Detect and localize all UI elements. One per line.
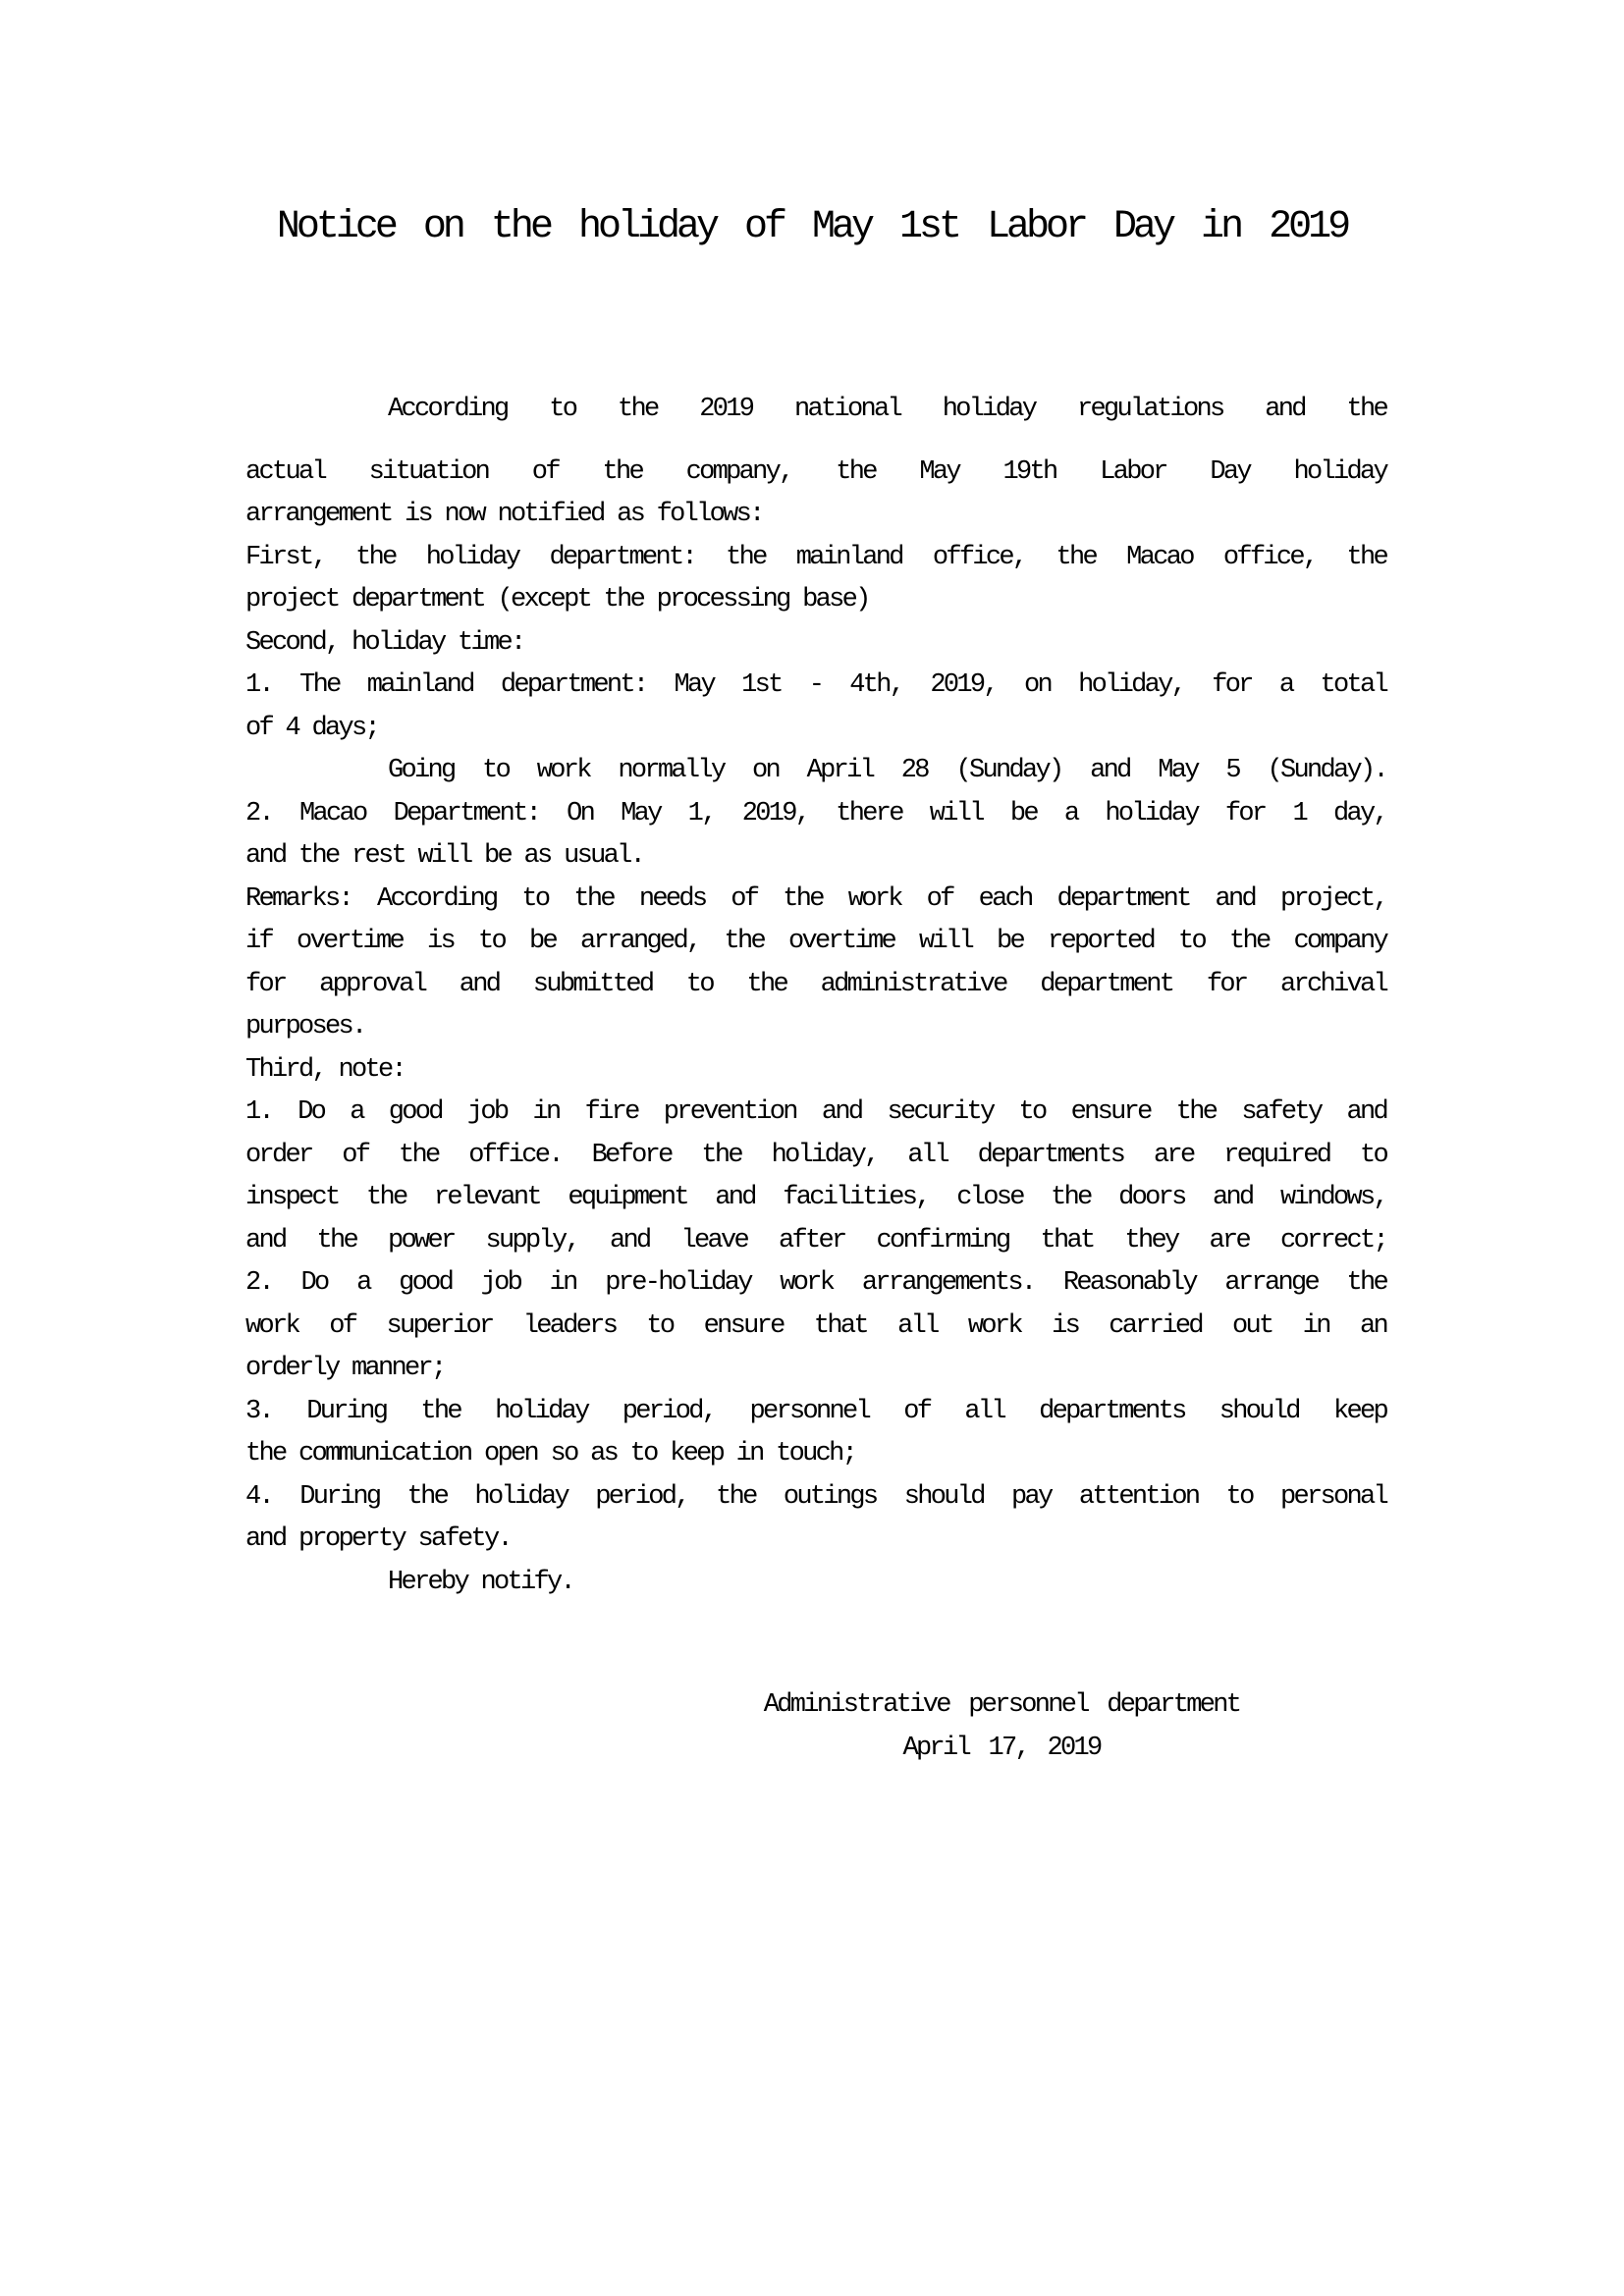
signature-block: [609, 1684, 1394, 1770]
body-line: and property safety.: [245, 1524, 512, 1554]
body-line: and the rest will be as usual.: [245, 841, 644, 871]
body-line: According to the 2019 national holiday regulations and the: [388, 395, 1386, 424]
body-line: work of superior leaders to ensure that all work is carried out in an: [245, 1310, 1386, 1341]
signature-department: Administrative personnel department: [763, 1690, 1240, 1720]
body-line: 1. Do a good job in fire prevention and security to ensure the safety and: [245, 1097, 1386, 1127]
body-line: if overtime is to be arranged, the overtime will be reported to the company: [245, 927, 1386, 956]
body-line: 1. The mainland department: May 1st - 4th, 2019, on holiday, for a total: [245, 670, 1386, 700]
body-line: for approval and submitted to the administrative department for archival: [245, 969, 1386, 999]
body-line: First, the holiday department: the mainland office, the Macao office, the: [245, 542, 1386, 572]
page-title: Notice on the holiday of May 1st Labor Day in 2019: [276, 205, 1348, 249]
body-line: 4. During the holiday period, the outings should pay attention to personal: [245, 1481, 1386, 1512]
body-line: 3. During the holiday period, personnel of all departments should keep: [245, 1396, 1386, 1426]
body-line: the communication open so as to keep in touch;: [245, 1439, 856, 1468]
body-line: actual situation of the company, the May 19th Labor Day holiday: [245, 456, 1386, 487]
body-text: [245, 389, 1386, 1604]
body-line: orderly manner;: [245, 1354, 445, 1383]
body-line: order of the office. Before the holiday, all departments are required to: [245, 1140, 1386, 1170]
body-line: purposes.: [245, 1012, 365, 1041]
body-line: Hereby notify.: [388, 1567, 574, 1597]
body-line: Going to work normally on April 28 (Sunday) and May 5 (Sunday).: [388, 756, 1386, 785]
body-line: Third, note:: [245, 1054, 406, 1085]
body-line: Second, holiday time:: [245, 627, 524, 658]
body-line: of 4 days;: [245, 713, 379, 743]
body-line: 2. Do a good job in pre-holiday work arrangements. Reasonably arrange the: [245, 1268, 1386, 1298]
body-line: arrangement is now notified as follows:: [245, 500, 763, 529]
body-line: and the power supply, and leave after confirming that they are correct;: [245, 1225, 1386, 1255]
body-line: inspect the relevant equipment and facilities, close the doors and windows,: [245, 1183, 1386, 1212]
body-line: Remarks: According to the needs of the work of each department and project,: [245, 883, 1386, 914]
body-line: 2. Macao Department: On May 1, 2019, there will be a holiday for 1 day,: [245, 798, 1386, 828]
body-line: project department (except the processing base): [245, 585, 869, 614]
signature-date: April 17, 2019: [902, 1733, 1101, 1763]
